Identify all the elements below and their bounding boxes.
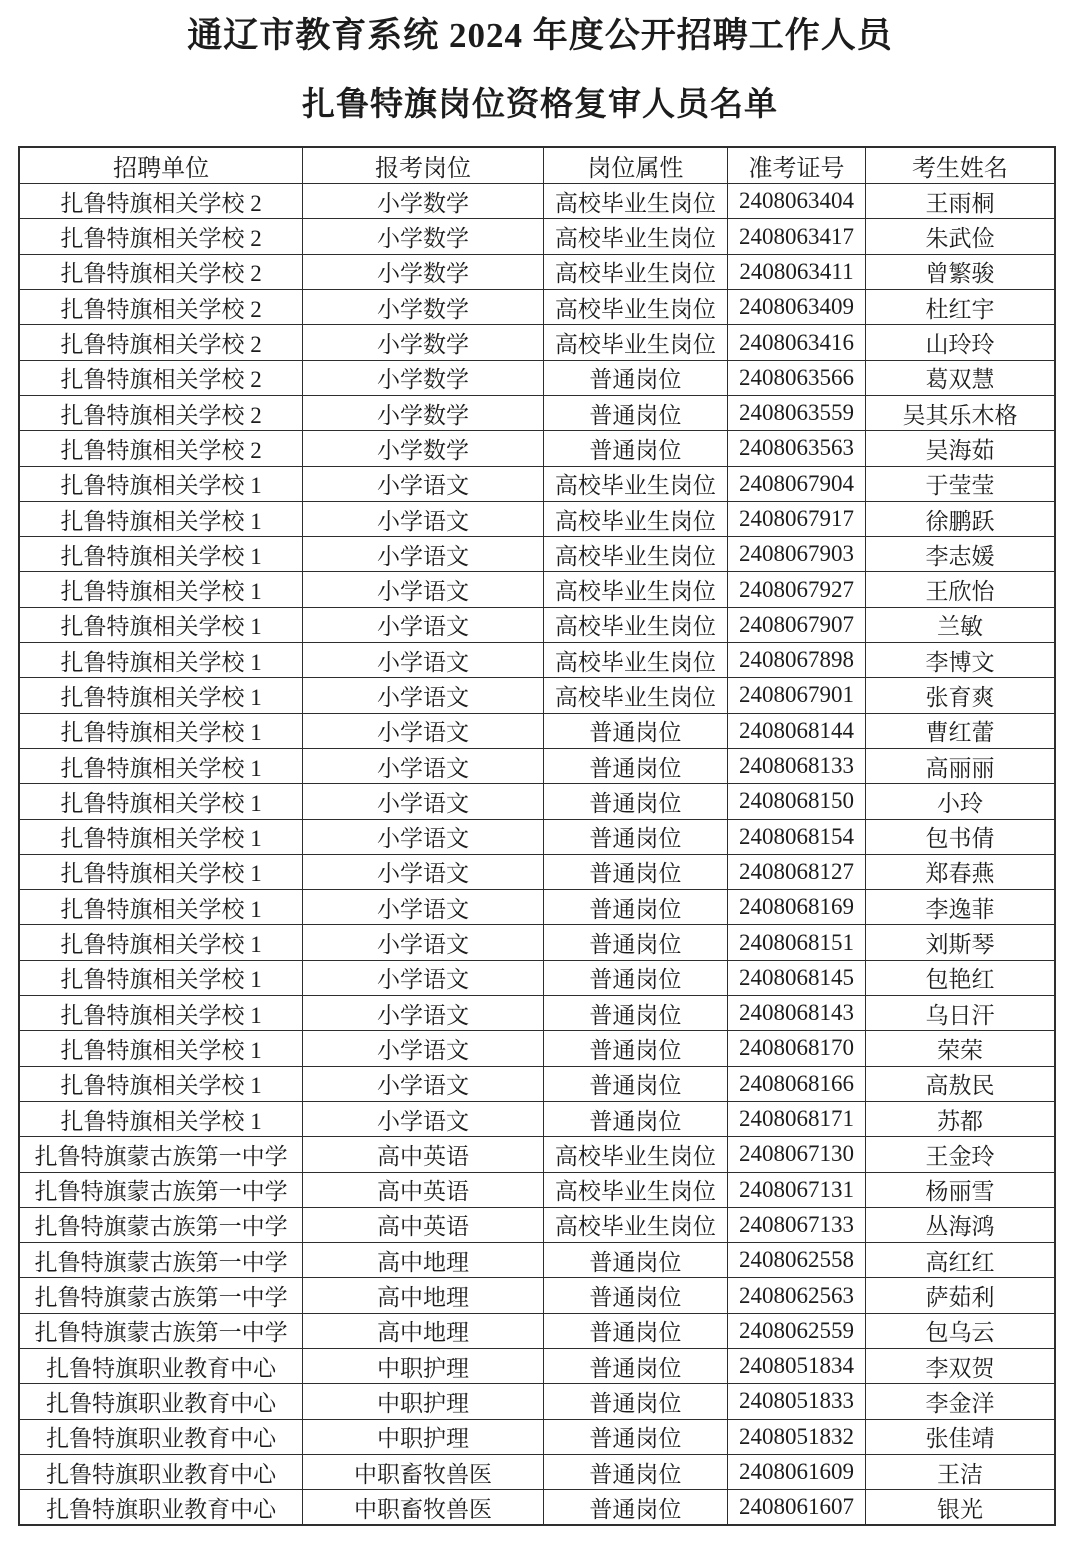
table-cell: 2408068151 [728, 925, 866, 960]
table-row [19, 854, 1055, 889]
header-recruiting-unit: 招聘单位 [19, 147, 303, 184]
table-row [19, 572, 1055, 607]
table-cell: 高中地理 [303, 1278, 543, 1313]
table-cell: 扎鲁特旗相关学校 2 [19, 290, 303, 325]
table-cell: 小学数学 [303, 395, 543, 430]
table-cell: 2408063563 [728, 431, 866, 466]
table-cell: 包乌云 [865, 1313, 1055, 1348]
table-cell: 扎鲁特旗相关学校 1 [19, 890, 303, 925]
table-cell: 2408068144 [728, 713, 866, 748]
table-cell: 中职护理 [303, 1419, 543, 1454]
table-cell: 小学语文 [303, 501, 543, 536]
table-cell: 吴其乐木格 [865, 395, 1055, 430]
table-cell: 2408068133 [728, 748, 866, 783]
table-row [19, 784, 1055, 819]
table-cell: 小学语文 [303, 960, 543, 995]
table-row [19, 643, 1055, 678]
table-cell: 小学语文 [303, 890, 543, 925]
table-cell: 2408062558 [728, 1243, 866, 1278]
table-cell: 曾繁骏 [865, 254, 1055, 289]
table-cell: 2408067907 [728, 607, 866, 642]
table-row [19, 925, 1055, 960]
table-cell: 高中英语 [303, 1207, 543, 1242]
table-row [19, 537, 1055, 572]
table-cell: 高校毕业生岗位 [543, 1137, 727, 1172]
table-cell: 普通岗位 [543, 395, 727, 430]
table-cell: 扎鲁特旗相关学校 2 [19, 360, 303, 395]
table-cell: 小学语文 [303, 748, 543, 783]
candidate-roster-table [18, 146, 1056, 1526]
table-cell: 2408062563 [728, 1278, 866, 1313]
table-cell: 普通岗位 [543, 819, 727, 854]
table-row [19, 890, 1055, 925]
table-cell: 朱武俭 [865, 219, 1055, 254]
table-cell: 2408062559 [728, 1313, 866, 1348]
table-cell: 扎鲁特旗蒙古族第一中学 [19, 1278, 303, 1313]
table-row [19, 1031, 1055, 1066]
table-cell: 高校毕业生岗位 [543, 290, 727, 325]
table-cell: 扎鲁特旗相关学校 1 [19, 678, 303, 713]
table-cell: 普通岗位 [543, 1243, 727, 1278]
table-cell: 高丽丽 [865, 748, 1055, 783]
table-cell: 中职护理 [303, 1384, 543, 1419]
table-cell: 2408068171 [728, 1101, 866, 1136]
table-row [19, 996, 1055, 1031]
table-row [19, 184, 1055, 219]
table-cell: 王欣怡 [865, 572, 1055, 607]
table-cell: 2408063566 [728, 360, 866, 395]
table-row [19, 819, 1055, 854]
table-cell: 普通岗位 [543, 1384, 727, 1419]
table-cell: 小学语文 [303, 854, 543, 889]
table-cell: 扎鲁特旗相关学校 2 [19, 184, 303, 219]
table-row [19, 1419, 1055, 1454]
table-row [19, 960, 1055, 995]
table-cell: 2408063559 [728, 395, 866, 430]
table-cell: 小学数学 [303, 290, 543, 325]
table-cell: 包艳红 [865, 960, 1055, 995]
page-title: 通辽市教育系统 2024 年度公开招聘工作人员 [187, 16, 893, 55]
table-cell: 扎鲁特旗相关学校 1 [19, 1066, 303, 1101]
table-cell: 高校毕业生岗位 [543, 572, 727, 607]
table-cell: 小学语文 [303, 1101, 543, 1136]
table-row [19, 713, 1055, 748]
table-cell: 普通岗位 [543, 1101, 727, 1136]
table-row [19, 1066, 1055, 1101]
table-cell: 2408068145 [728, 960, 866, 995]
table-cell: 王金玲 [865, 1137, 1055, 1172]
table-cell: 2408067131 [728, 1172, 866, 1207]
table-cell: 扎鲁特旗相关学校 1 [19, 643, 303, 678]
table-cell: 扎鲁特旗相关学校 1 [19, 537, 303, 572]
table-cell: 高中地理 [303, 1243, 543, 1278]
table-row [19, 1278, 1055, 1313]
table-cell: 王雨桐 [865, 184, 1055, 219]
table-cell: 小学数学 [303, 325, 543, 360]
table-cell: 2408068127 [728, 854, 866, 889]
table-row [19, 1490, 1055, 1526]
table-cell: 扎鲁特旗相关学校 1 [19, 748, 303, 783]
table-cell: 普通岗位 [543, 784, 727, 819]
table-cell: 小学语文 [303, 1066, 543, 1101]
table-cell: 2408067898 [728, 643, 866, 678]
table-cell: 2408063416 [728, 325, 866, 360]
table-row [19, 1207, 1055, 1242]
table-cell: 扎鲁特旗相关学校 1 [19, 925, 303, 960]
table-cell: 扎鲁特旗相关学校 1 [19, 819, 303, 854]
table-cell: 普通岗位 [543, 1454, 727, 1489]
table-cell: 张佳靖 [865, 1419, 1055, 1454]
table-cell: 李金洋 [865, 1384, 1055, 1419]
table-cell: 扎鲁特旗职业教育中心 [19, 1419, 303, 1454]
table-row [19, 290, 1055, 325]
table-row [19, 466, 1055, 501]
table-cell: 2408067904 [728, 466, 866, 501]
table-cell: 吴海茹 [865, 431, 1055, 466]
table-cell: 高校毕业生岗位 [543, 607, 727, 642]
table-row [19, 1101, 1055, 1136]
table-cell: 高中英语 [303, 1137, 543, 1172]
table-cell: 2408051833 [728, 1384, 866, 1419]
table-row [19, 395, 1055, 430]
table-cell: 2408067130 [728, 1137, 866, 1172]
header-applied-position: 报考岗位 [303, 147, 543, 184]
table-cell: 小学语文 [303, 819, 543, 854]
table-cell: 高中地理 [303, 1313, 543, 1348]
table-cell: 小玲 [865, 784, 1055, 819]
table-cell: 扎鲁特旗相关学校 1 [19, 1101, 303, 1136]
table-cell: 普通岗位 [543, 1313, 727, 1348]
table-row [19, 325, 1055, 360]
table-cell: 2408051832 [728, 1419, 866, 1454]
table-cell: 普通岗位 [543, 960, 727, 995]
table-cell: 徐鹏跃 [865, 501, 1055, 536]
table-cell: 小学语文 [303, 678, 543, 713]
table-row [19, 1454, 1055, 1489]
table-body [19, 184, 1055, 1526]
table-cell: 扎鲁特旗相关学校 1 [19, 1031, 303, 1066]
table-cell: 2408051834 [728, 1348, 866, 1383]
table-cell: 普通岗位 [543, 1348, 727, 1383]
table-cell: 葛双慧 [865, 360, 1055, 395]
table-cell: 扎鲁特旗相关学校 1 [19, 466, 303, 501]
table-cell: 2408061609 [728, 1454, 866, 1489]
table-cell: 银光 [865, 1490, 1055, 1526]
table-cell: 普通岗位 [543, 890, 727, 925]
table-cell: 丛海鸿 [865, 1207, 1055, 1242]
table-row [19, 219, 1055, 254]
header-position-type: 岗位属性 [543, 147, 727, 184]
table-row [19, 1384, 1055, 1419]
table-cell: 于莹莹 [865, 466, 1055, 501]
table-cell: 包书倩 [865, 819, 1055, 854]
table-cell: 中职畜牧兽医 [303, 1490, 543, 1526]
table-cell: 扎鲁特旗相关学校 2 [19, 431, 303, 466]
table-cell: 苏都 [865, 1101, 1055, 1136]
table-cell: 普通岗位 [543, 360, 727, 395]
table-cell: 兰敏 [865, 607, 1055, 642]
table-row [19, 501, 1055, 536]
table-row [19, 1313, 1055, 1348]
table-cell: 2408063409 [728, 290, 866, 325]
table-row [19, 431, 1055, 466]
table-row [19, 748, 1055, 783]
table-cell: 普通岗位 [543, 748, 727, 783]
table-cell: 2408068169 [728, 890, 866, 925]
table-cell: 高校毕业生岗位 [543, 501, 727, 536]
table-cell: 乌日汗 [865, 996, 1055, 1031]
table-cell: 扎鲁特旗相关学校 1 [19, 501, 303, 536]
table-cell: 普通岗位 [543, 713, 727, 748]
table-row [19, 254, 1055, 289]
table-cell: 高校毕业生岗位 [543, 466, 727, 501]
table-cell: 普通岗位 [543, 1031, 727, 1066]
table-cell: 小学语文 [303, 784, 543, 819]
table-cell: 2408067901 [728, 678, 866, 713]
table-cell: 扎鲁特旗相关学校 2 [19, 325, 303, 360]
table-cell: 高校毕业生岗位 [543, 254, 727, 289]
page-subtitle: 扎鲁特旗岗位资格复审人员名单 [302, 87, 778, 124]
table-cell: 高红红 [865, 1243, 1055, 1278]
table-cell: 高校毕业生岗位 [543, 678, 727, 713]
table-row [19, 1172, 1055, 1207]
table-cell: 普通岗位 [543, 854, 727, 889]
table-cell: 扎鲁特旗职业教育中心 [19, 1490, 303, 1526]
table-cell: 扎鲁特旗相关学校 1 [19, 996, 303, 1031]
table-cell: 扎鲁特旗蒙古族第一中学 [19, 1313, 303, 1348]
table-cell: 普通岗位 [543, 925, 727, 960]
table-cell: 扎鲁特旗职业教育中心 [19, 1454, 303, 1489]
table-cell: 高校毕业生岗位 [543, 1172, 727, 1207]
table-cell: 扎鲁特旗职业教育中心 [19, 1348, 303, 1383]
table-cell: 高中英语 [303, 1172, 543, 1207]
table-row [19, 1348, 1055, 1383]
table-cell: 小学数学 [303, 219, 543, 254]
table-cell: 小学语文 [303, 607, 543, 642]
document-page [0, 16, 1080, 1526]
table-cell: 普通岗位 [543, 431, 727, 466]
table-cell: 2408061607 [728, 1490, 866, 1526]
table-cell: 小学语文 [303, 713, 543, 748]
table-cell: 高校毕业生岗位 [543, 643, 727, 678]
table-cell: 2408068154 [728, 819, 866, 854]
table-cell: 张育爽 [865, 678, 1055, 713]
table-cell: 扎鲁特旗相关学校 1 [19, 854, 303, 889]
table-cell: 2408068150 [728, 784, 866, 819]
table-cell: 扎鲁特旗蒙古族第一中学 [19, 1243, 303, 1278]
table-row [19, 607, 1055, 642]
table-cell: 扎鲁特旗职业教育中心 [19, 1384, 303, 1419]
table-cell: 2408068143 [728, 996, 866, 1031]
table-cell: 山玲玲 [865, 325, 1055, 360]
table-cell: 小学数学 [303, 360, 543, 395]
table-row [19, 360, 1055, 395]
table-cell: 扎鲁特旗蒙古族第一中学 [19, 1137, 303, 1172]
table-cell: 曹红蕾 [865, 713, 1055, 748]
table-row [19, 1137, 1055, 1172]
table-cell: 小学数学 [303, 431, 543, 466]
table-cell: 小学数学 [303, 254, 543, 289]
table-cell: 小学语文 [303, 925, 543, 960]
table-cell: 刘斯琴 [865, 925, 1055, 960]
table-cell: 小学语文 [303, 1031, 543, 1066]
table-cell: 高校毕业生岗位 [543, 537, 727, 572]
table-cell: 扎鲁特旗相关学校 1 [19, 572, 303, 607]
table-cell: 普通岗位 [543, 1278, 727, 1313]
table-cell: 中职护理 [303, 1348, 543, 1383]
table-cell: 2408063404 [728, 184, 866, 219]
table-cell: 2408068166 [728, 1066, 866, 1101]
table-cell: 萨茹利 [865, 1278, 1055, 1313]
table-cell: 高校毕业生岗位 [543, 184, 727, 219]
table-cell: 扎鲁特旗相关学校 1 [19, 960, 303, 995]
table-cell: 2408063417 [728, 219, 866, 254]
table-cell: 小学语文 [303, 572, 543, 607]
table-cell: 扎鲁特旗相关学校 1 [19, 784, 303, 819]
table-cell: 扎鲁特旗相关学校 2 [19, 254, 303, 289]
table-cell: 2408067133 [728, 1207, 866, 1242]
header-candidate-name: 考生姓名 [865, 147, 1055, 184]
table-cell: 2408067927 [728, 572, 866, 607]
table-cell: 扎鲁特旗蒙古族第一中学 [19, 1172, 303, 1207]
table-cell: 中职畜牧兽医 [303, 1454, 543, 1489]
table-row [19, 1243, 1055, 1278]
table-cell: 小学语文 [303, 537, 543, 572]
table-cell: 高校毕业生岗位 [543, 219, 727, 254]
table-cell: 小学语文 [303, 466, 543, 501]
table-cell: 扎鲁特旗蒙古族第一中学 [19, 1207, 303, 1242]
table-cell: 李志媛 [865, 537, 1055, 572]
table-cell: 杜红宇 [865, 290, 1055, 325]
table-cell: 扎鲁特旗相关学校 2 [19, 395, 303, 430]
table-cell: 2408067917 [728, 501, 866, 536]
table-cell: 杨丽雪 [865, 1172, 1055, 1207]
table-cell: 郑春燕 [865, 854, 1055, 889]
table-cell: 普通岗位 [543, 1066, 727, 1101]
table-cell: 2408063411 [728, 254, 866, 289]
table-cell: 2408067903 [728, 537, 866, 572]
table-cell: 小学语文 [303, 996, 543, 1031]
table-cell: 扎鲁特旗相关学校 1 [19, 607, 303, 642]
table-cell: 扎鲁特旗相关学校 1 [19, 713, 303, 748]
table-cell: 扎鲁特旗相关学校 2 [19, 219, 303, 254]
table-cell: 荣荣 [865, 1031, 1055, 1066]
table-cell: 高校毕业生岗位 [543, 1207, 727, 1242]
table-cell: 高敖民 [865, 1066, 1055, 1101]
table-cell: 王洁 [865, 1454, 1055, 1489]
table-row [19, 678, 1055, 713]
table-cell: 普通岗位 [543, 1490, 727, 1526]
table-cell: 高校毕业生岗位 [543, 325, 727, 360]
table-cell: 李博文 [865, 643, 1055, 678]
table-cell: 李双贺 [865, 1348, 1055, 1383]
table-cell: 小学语文 [303, 643, 543, 678]
table-cell: 普通岗位 [543, 1419, 727, 1454]
table-cell: 普通岗位 [543, 996, 727, 1031]
table-cell: 2408068170 [728, 1031, 866, 1066]
table-cell: 小学数学 [303, 184, 543, 219]
table-header-row [19, 147, 1055, 184]
header-exam-number: 准考证号 [728, 147, 866, 184]
table-cell: 李逸菲 [865, 890, 1055, 925]
